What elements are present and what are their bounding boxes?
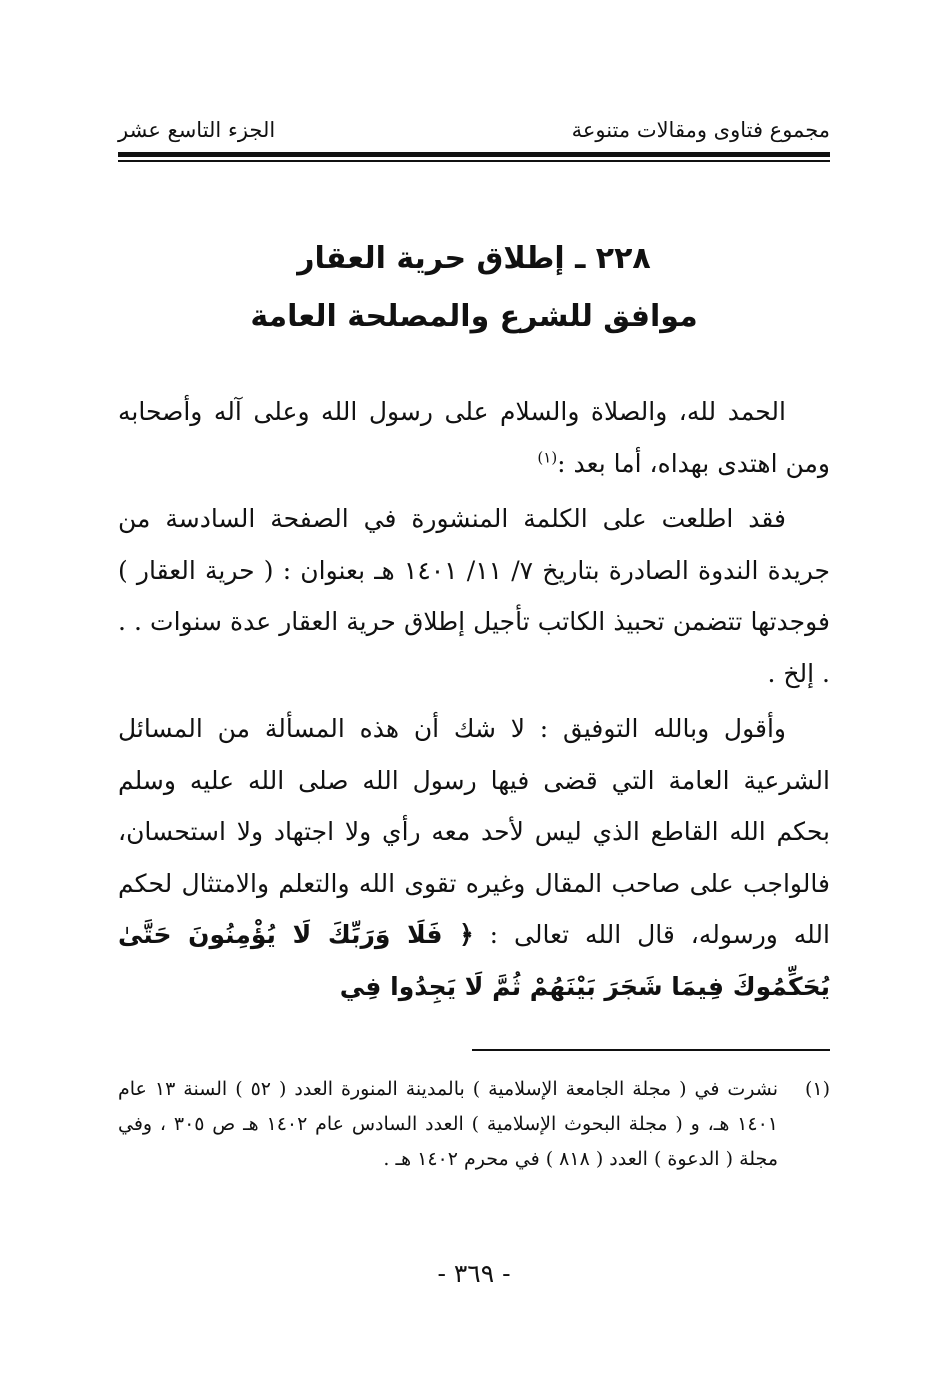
article-title-line-2: موافق للشرع والمصلحة العامة xyxy=(250,299,698,334)
article-title-line-1: ٢٢٨ ـ إطلاق حرية العقار xyxy=(297,241,651,276)
quran-verse: ﴿ فَلَا وَرَبِّكَ لَا يُؤْمِنُونَ حَتَّىٰ يُحَكِّمُوكَ فِيمَا شَجَرَ بَيْنَهُمْ ثُمَّ لَا يَجِدُوا فِي xyxy=(118,920,830,1001)
paragraph-opening xyxy=(118,386,830,489)
article-title xyxy=(118,230,830,346)
paragraph-ruling xyxy=(118,703,830,1012)
footnote-number: (١) xyxy=(804,1078,830,1100)
footnote xyxy=(118,1072,830,1177)
page-number: - ٣٦٩ - xyxy=(437,1259,511,1288)
footnote-reference: (١) xyxy=(537,448,558,467)
paragraph-opening-text: الحمد لله، والصلاة والسلام على رسول الله وعلى آله وأصحابه ومن اهتدى بهداه، أما بعد : xyxy=(118,397,830,478)
footnote-separator xyxy=(472,1049,830,1051)
paragraph-ruling-text: وأقول وبالله التوفيق : لا شك أن هذه المسألة من المسائل الشرعية العامة التي قضى فيها رسول الله صلى الله عليه وسلم بحكم الله القاطع الذي ليس لأحد معه رأي ولا اجتهاد ولا استحسان، فالواجب على صاحب المقال وغيره تقوى الله والتعلم والامتثال لحكم الله ورسوله، قال الله تعالى : xyxy=(118,714,830,949)
footnote-text: نشرت في ( مجلة الجامعة الإسلامية ) بالمدينة المنورة العدد ( ٥٢ ) السنة ١٣ عام ١٤٠١ هـ، و ( مجلة البحوث الإسلامية ) العدد السادس عام ١٤٠٢ هـ ص ٣٠٥ ، وفي مجلة ( الدعوة ) العدد ( ٨١٨ ) في محرم ١٤٠٢ هـ . xyxy=(118,1078,779,1170)
header-rule-thick xyxy=(118,152,830,157)
book-title: مجموع فتاوى ومقالات متنوعة xyxy=(571,118,830,142)
page-header xyxy=(118,112,830,148)
header-rule-thin xyxy=(118,160,830,162)
article-body xyxy=(118,386,830,1012)
paragraph-newspaper: فقد اطلعت على الكلمة المنشورة في الصفحة السادسة من جريدة الندوة الصادرة بتاريخ ٧/ ١١/ ١٤٠١ هـ بعنوان : ( حرية العقار ) فوجدتها تتضمن تحبيذ الكاتب تأجيل إطلاق حرية العقار عدة سنوات . . . إلخ . xyxy=(118,504,831,688)
volume-label: الجزء التاسع عشر xyxy=(118,118,276,142)
